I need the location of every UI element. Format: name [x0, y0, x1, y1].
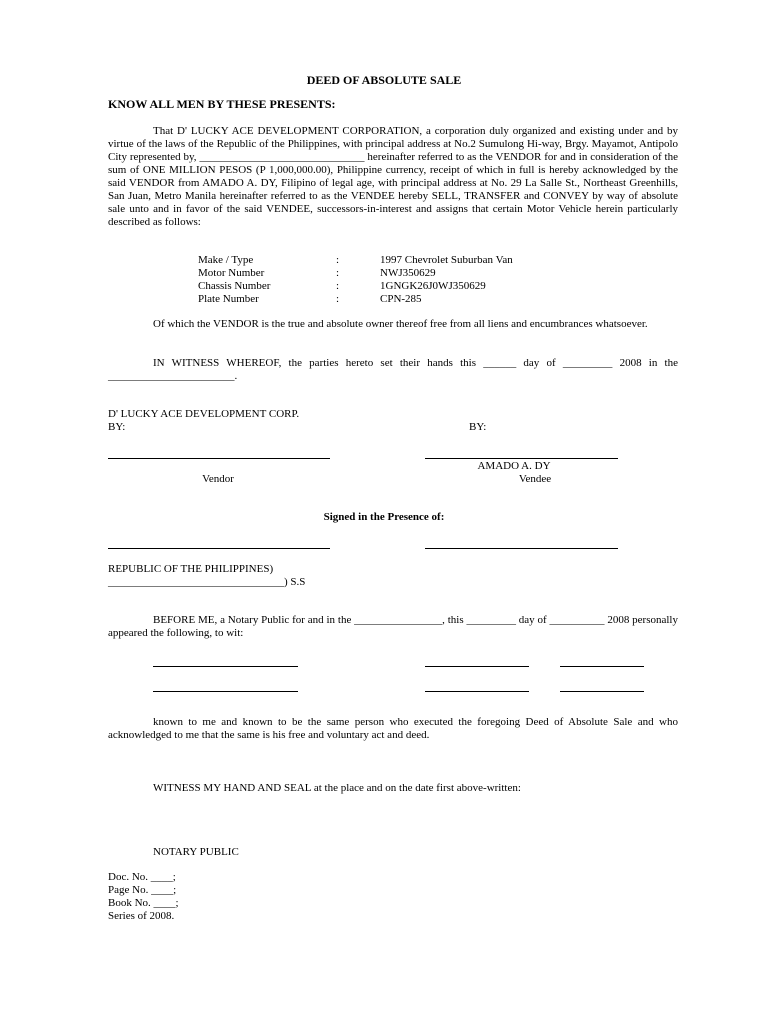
ss-line: ________________________________) S.S [108, 576, 306, 588]
appearer-line-2-name [153, 691, 298, 692]
doc-number: Doc. No. ____; [108, 871, 176, 883]
vendor-label: Vendor [202, 473, 234, 485]
spec-label-make: Make / Type [198, 254, 254, 266]
spec-label-chassis: Chassis Number [198, 280, 271, 292]
vendor-signature-line [108, 458, 330, 459]
spec-colon-motor: : [336, 267, 340, 279]
signed-in-presence-heading: Signed in the Presence of: [323, 511, 445, 523]
appearer-line-1-id [425, 666, 529, 667]
appearer-line-1-date [560, 666, 644, 667]
witness-signature-line-right [425, 548, 618, 549]
series-number: Series of 2008. [108, 910, 175, 922]
paragraph-in-witness [108, 357, 678, 383]
paragraph-sale-terms [108, 125, 678, 229]
spec-colon-make: : [336, 254, 340, 266]
paragraph-ownership [108, 318, 678, 331]
by-label-right: BY: [469, 421, 487, 433]
appearer-line-2-date [560, 691, 644, 692]
spec-value-plate: CPN-285 [380, 293, 422, 305]
book-number: Book No. ____; [108, 897, 179, 909]
paragraph-known-text: known to me and known to be the same person who executed the foregoing Deed of Absolute Sale and who acknowledged to me that the same is his free and voluntary act and deed. [108, 716, 678, 741]
spec-colon-chassis: : [336, 280, 340, 292]
paragraph-before-me [108, 614, 678, 640]
page-number: Page No. ____; [108, 884, 177, 896]
spec-colon-plate: : [336, 293, 340, 305]
document-title: DEED OF ABSOLUTE SALE [306, 73, 462, 87]
spec-label-motor: Motor Number [198, 267, 265, 279]
spec-label-plate: Plate Number [198, 293, 259, 305]
witness-signature-line-left [108, 548, 330, 549]
spec-value-make: 1997 Chevrolet Suburban Van [380, 254, 513, 266]
know-all-heading: KNOW ALL MEN BY THESE PRESENTS: [108, 97, 336, 111]
vendor-company-name: D' LUCKY ACE DEVELOPMENT CORP. [108, 408, 300, 420]
paragraph-sale-terms-text: That D' LUCKY ACE DEVELOPMENT CORPORATION, a corporation duly organized and existing under and by virtue of the laws of the Republic of the Philippines, with principal address at No.2 Sumulong Hi-way, Brgy. Mayamot, Antipolo City represented by, ______________________________ hereinafter referred to as the VENDOR for and in consideration of the sum of ONE MILLION PESOS (P 1,000,000.00), Philippine currency, receipt of which in full is hereby acknowledged by the said VENDOR from AMADO A. DY, Filipino of legal age, with principal address at No. 29 La Salle St., Northeast Greenhills, San Juan, Metro Manila hereinafter referred to as the VENDEE hereby SELL, TRANSFER and CONVEY by way of absolute sale unto and in favor of the said VENDEE, successors-in-interest and assigns that certain Motor Vehicle herein particularly described as follows: [108, 125, 678, 228]
vendee-name: AMADO A. DY [477, 460, 551, 472]
appearer-line-2-id [425, 691, 529, 692]
paragraph-in-witness-text: IN WITNESS WHEREOF, the parties hereto set their hands this ______ day of _________ 2008 in the _______________________. [108, 357, 678, 382]
notary-public-label: NOTARY PUBLIC [153, 846, 239, 858]
by-label-left: BY: [108, 421, 126, 433]
spec-value-motor: NWJ350629 [380, 267, 436, 279]
spec-value-chassis: 1GNGK26J0WJ350629 [380, 280, 486, 292]
paragraph-before-me-text: BEFORE ME, a Notary Public for and in the ________________, this _________ day of __________ 2008 personally appeared the following, to wit: [108, 614, 678, 639]
paragraph-ownership-text: Of which the VENDOR is the true and absolute owner thereof free from all liens and encumbrances whatsoever. [153, 318, 648, 330]
vendee-label: Vendee [518, 473, 552, 485]
paragraph-known [108, 716, 678, 742]
witness-hand-seal: WITNESS MY HAND AND SEAL at the place and on the date first above-written: [153, 782, 521, 794]
republic-heading: REPUBLIC OF THE PHILIPPINES) [108, 563, 274, 575]
vendee-signature-line [425, 458, 618, 459]
appearer-line-1-name [153, 666, 298, 667]
